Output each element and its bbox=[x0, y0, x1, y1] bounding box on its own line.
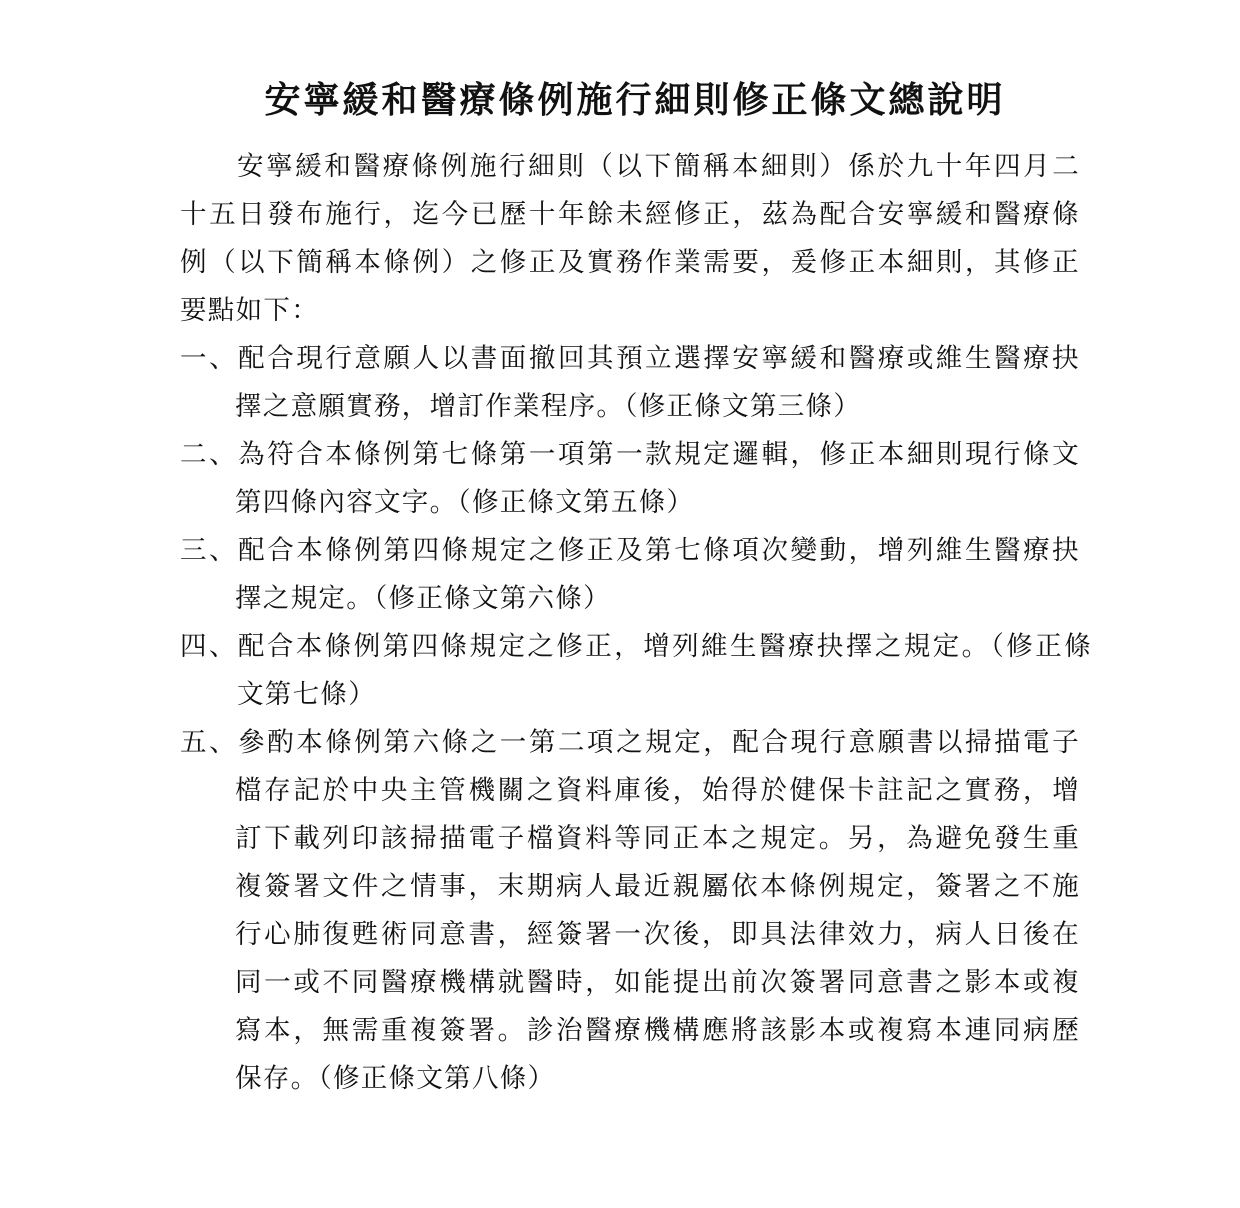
point-line-text: 二、為符合本條例第七條第一項第一款規定邏輯，修正本細則現行條文 bbox=[180, 439, 1080, 470]
intro-line bbox=[180, 195, 1080, 235]
point-line bbox=[235, 483, 694, 523]
point-line-text: 寫本，無需重複簽署。診治醫療機構應將該影本或複寫本連同病歷 bbox=[235, 1015, 1080, 1046]
point-line bbox=[180, 627, 1092, 667]
point-line bbox=[235, 1011, 1080, 1051]
point-line bbox=[235, 1059, 555, 1099]
point-line-text: 檔存記於中央主管機關之資料庫後，始得於健保卡註記之實務，增 bbox=[235, 775, 1080, 806]
intro-line bbox=[237, 147, 1080, 187]
point-line bbox=[235, 915, 1080, 955]
point-line bbox=[180, 723, 1080, 763]
point-line bbox=[180, 339, 1080, 379]
document-title: 安寧緩和醫療條例施行細則修正條文總說明 bbox=[264, 79, 1006, 121]
point-line-text: 同一或不同醫療機構就醫時，如能提出前次簽署同意書之影本或複 bbox=[235, 967, 1080, 998]
point-line-text: 保存。（修正條文第八條） bbox=[235, 1063, 556, 1094]
point-line-text: 訂下載列印該掃描電子檔資料等同正本之規定。另，為避免發生重 bbox=[235, 823, 1080, 854]
point-line-text: 五、參酌本條例第六條之一第二項之規定，配合現行意願書以掃描電子 bbox=[180, 727, 1080, 758]
intro-line bbox=[180, 243, 1080, 283]
point-line-text: 文第七條） bbox=[237, 679, 376, 710]
intro-line-text: 安寧緩和醫療條例施行細則（以下簡稱本細則）係於九十年四月二 bbox=[237, 151, 1080, 182]
intro-line bbox=[180, 291, 319, 331]
point-line bbox=[235, 771, 1080, 811]
point-line bbox=[237, 675, 376, 715]
point-line bbox=[180, 435, 1080, 475]
point-line-text: 複簽署文件之情事，末期病人最近親屬依本條例規定，簽署之不施 bbox=[235, 871, 1080, 902]
point-line bbox=[180, 531, 1080, 571]
point-line-text: 第四條內容文字。（修正條文第五條） bbox=[235, 487, 695, 518]
point-line-text: 一、配合現行意願人以書面撤回其預立選擇安寧緩和醫療或維生醫療抉 bbox=[180, 343, 1080, 374]
point-line bbox=[235, 867, 1080, 907]
point-line bbox=[235, 579, 611, 619]
point-line-text: 四、配合本條例第四條規定之修正，增列維生醫療抉擇之規定。（修正條 bbox=[180, 631, 1092, 662]
point-line-text: 擇之意願實務，增訂作業程序。（修正條文第三條） bbox=[235, 391, 862, 422]
point-line bbox=[235, 963, 1080, 1003]
point-line-text: 擇之規定。（修正條文第六條） bbox=[235, 583, 611, 614]
point-line bbox=[235, 387, 861, 427]
intro-line-text: 十五日發布施行，迄今已歷十年餘未經修正，茲為配合安寧緩和醫療條 bbox=[180, 199, 1080, 230]
intro-line-text: 例（以下簡稱本條例）之修正及實務作業需要，爰修正本細則，其修正 bbox=[180, 247, 1080, 278]
intro-line-text: 要點如下： bbox=[180, 295, 319, 326]
point-line bbox=[235, 819, 1080, 859]
point-line-text: 三、配合本條例第四條規定之修正及第七條項次變動，增列維生醫療抉 bbox=[180, 535, 1080, 566]
point-line-text: 行心肺復甦術同意書，經簽署一次後，即具法律效力，病人日後在 bbox=[235, 919, 1080, 950]
